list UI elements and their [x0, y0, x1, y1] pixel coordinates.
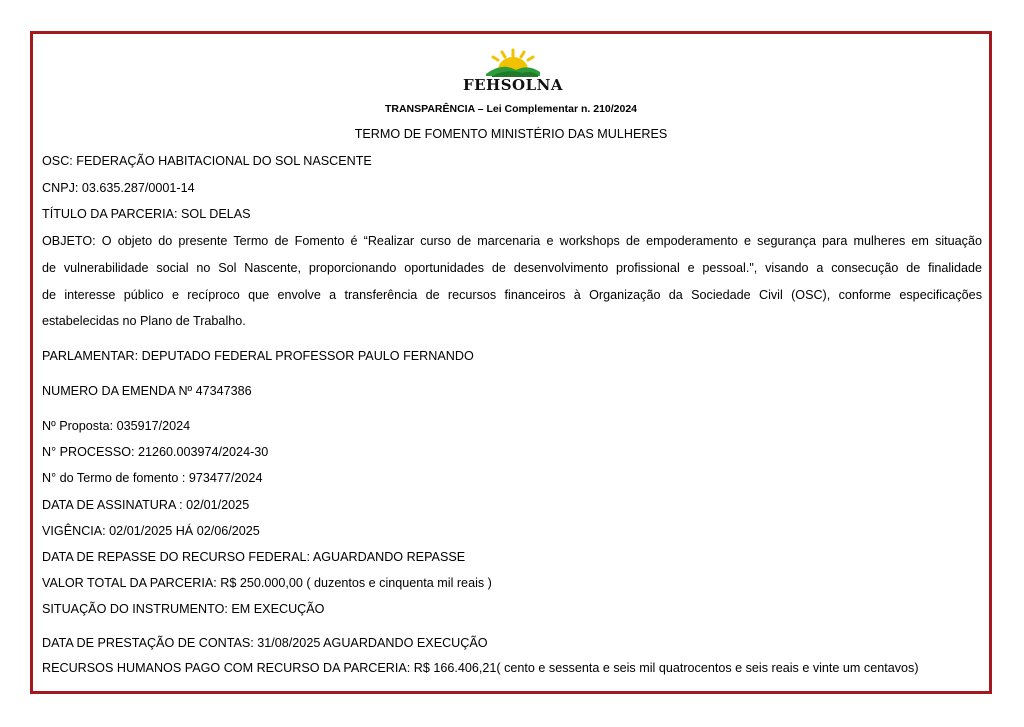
- fehsolna-logo: [458, 48, 568, 96]
- cnpj-field: CNPJ: 03.635.287/0001-14: [42, 181, 195, 195]
- document-title: TERMO DE FOMENTO MINISTÉRIO DAS MULHERES: [354, 127, 668, 141]
- rising-sun-icon: [482, 48, 544, 78]
- objeto-line: de vulnerabilidade social no Sol Nascente, proporcionando oportunidades de desenvolvimento profissional e pessoal.", visando a consecução de finalidade: [42, 261, 982, 275]
- repasse-field: DATA DE REPASSE DO RECURSO FEDERAL: AGUARDANDO REPASSE: [42, 550, 466, 564]
- vigencia-field: VIGÊNCIA: 02/01/2025 HÁ 02/06/2025: [42, 524, 260, 538]
- prestacao-field: DATA DE PRESTAÇÃO DE CONTAS: 31/08/2025 AGUARDANDO EXECUÇÃO: [42, 636, 488, 650]
- termo-field: N° do Termo de fomento : 973477/2024: [42, 471, 263, 485]
- objeto-line: de interesse público e recíproco que envolve a transferência de recursos financeiros à Organização da Sociedade Civil (OSC), conforme especificações: [42, 288, 982, 302]
- osc-field: OSC: FEDERAÇÃO HABITACIONAL DO SOL NASCENTE: [42, 154, 372, 168]
- objeto-line: estabelecidas no Plano de Trabalho.: [42, 314, 246, 328]
- proposta-field: Nº Proposta: 035917/2024: [42, 419, 191, 433]
- titulo-field: TÍTULO DA PARCERIA: SOL DELAS: [42, 207, 251, 221]
- transparency-law: TRANSPARÊNCIA – Lei Complementar n. 210/2024: [384, 103, 638, 115]
- assinatura-field: DATA DE ASSINATURA : 02/01/2025: [42, 498, 250, 512]
- logo-wordmark: FEHSOLNA: [462, 76, 564, 94]
- processo-field: N° PROCESSO: 21260.003974/2024-30: [42, 445, 269, 459]
- objeto-line: OBJETO: O objeto do presente Termo de Fomento é “Realizar curso de marcenaria e workshops de empoderamento e segurança para mulheres em situação: [42, 234, 982, 248]
- valor-total-field: VALOR TOTAL DA PARCERIA: R$ 250.000,00 ( duzentos e cinquenta mil reais ): [42, 576, 492, 590]
- recursos-humanos-field: RECURSOS HUMANOS PAGO COM RECURSO DA PARCERIA: R$ 166.406,21( cento e sessenta e seis mil quatrocentos e seis reais e vinte um centavos): [42, 661, 919, 675]
- emenda-field: NUMERO DA EMENDA Nº 47347386: [42, 384, 252, 398]
- parlamentar-field: PARLAMENTAR: DEPUTADO FEDERAL PROFESSOR PAULO FERNANDO: [42, 349, 474, 363]
- situacao-field: SITUAÇÃO DO INSTRUMENTO: EM EXECUÇÃO: [42, 602, 325, 616]
